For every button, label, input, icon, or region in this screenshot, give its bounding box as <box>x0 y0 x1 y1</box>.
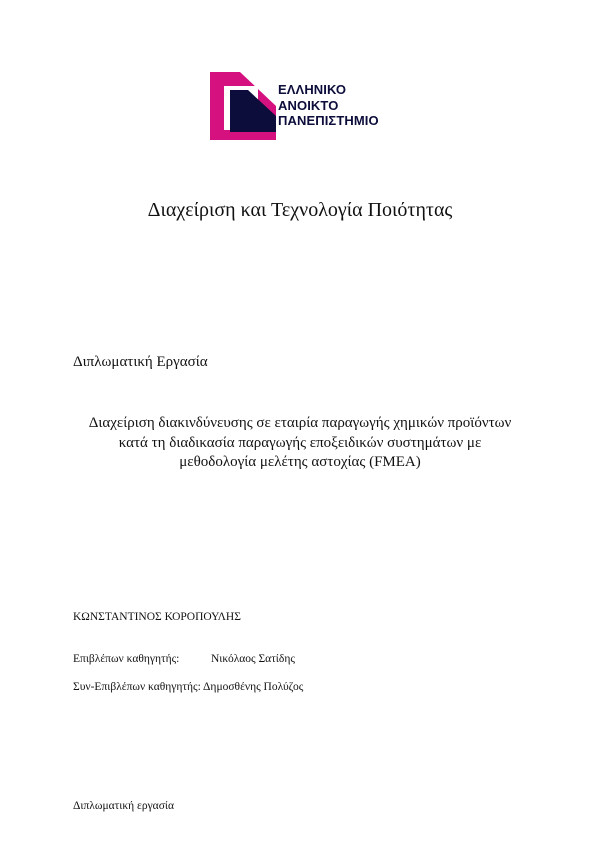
thesis-title-line-3: μεθοδολογία μελέτης αστοχίας (FMEA) <box>179 454 421 470</box>
author-name: ΚΩΝΣΤΑΝΤΙΝΟΣ ΚΟΡΟΠΟΥΛΗΣ <box>73 611 241 623</box>
logo-wordmark <box>278 82 379 129</box>
thesis-title-line-1: Διαχείριση διακινδύνευσης σε εταιρία παραγωγής χημικών προϊόντων <box>88 415 512 431</box>
logo-emblem-icon <box>208 70 278 142</box>
logo-line-2: ΑΝΟΙΚΤΟ <box>278 97 339 113</box>
co-supervisor-label: Συν-Επιβλέπων καθηγητής: <box>73 681 201 693</box>
footer-text: Διπλωματική εργασία <box>73 800 175 812</box>
co-supervisor-name: Δημοσθένης Πολύζος <box>203 681 304 693</box>
co-supervisor-row <box>73 681 303 693</box>
logo-line-3: ΠΑΝΕΠΙΣΤΗΜΙΟ <box>278 113 379 128</box>
course-title: Διαχείριση και Τεχνολογία Ποιότητας <box>147 199 453 221</box>
thesis-type-label: Διπλωματική Εργασία <box>73 354 208 370</box>
thesis-title <box>40 414 560 473</box>
thesis-title-line-2: κατά τη διαδικασία παραγωγής εποξειδικών συστημάτων με <box>118 434 482 451</box>
supervisor-row <box>73 653 295 665</box>
university-logo <box>208 70 398 142</box>
supervisor-name: Νικόλαος Σατίδης <box>211 653 295 665</box>
supervisor-label: Επιβλέπων καθηγητής: <box>73 653 180 665</box>
logo-line-1: ΕΛΛΗΝΙΚΟ <box>278 82 347 97</box>
